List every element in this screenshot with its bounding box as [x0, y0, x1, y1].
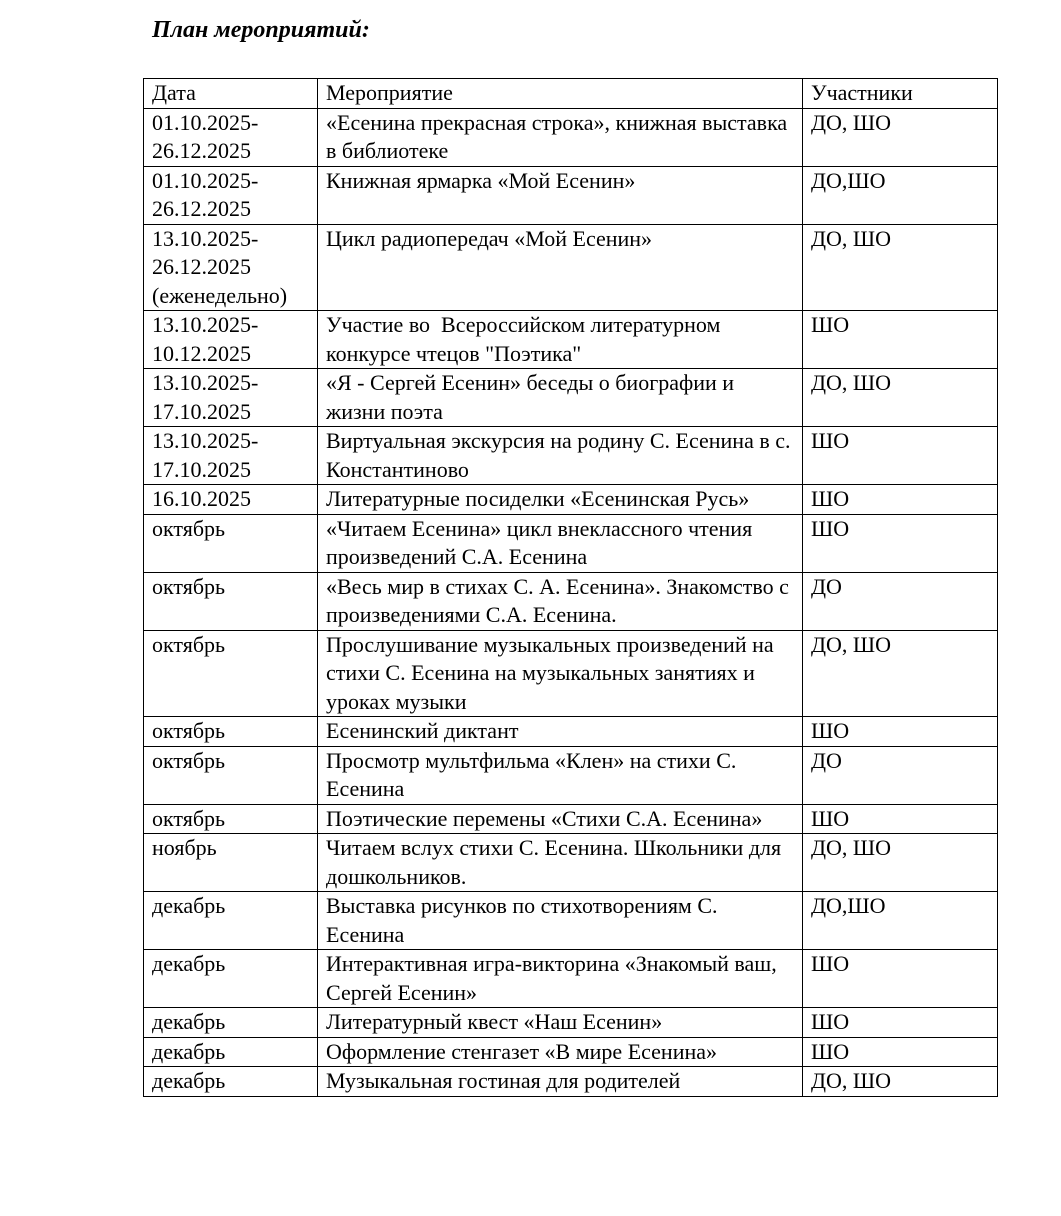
table-row [144, 746, 998, 804]
table-row [144, 514, 998, 572]
date-cell: 13.10.2025-17.10.2025 [144, 369, 318, 427]
table-row [144, 485, 998, 515]
participants-cell: ШО [803, 717, 998, 747]
participants-cell: ШО [803, 427, 998, 485]
participants-cell: ШО [803, 1008, 998, 1038]
table-row [144, 834, 998, 892]
table-row [144, 892, 998, 950]
date-cell: декабрь [144, 892, 318, 950]
event-cell: Оформление стенгазет «В мире Есенина» [318, 1037, 803, 1067]
date-cell: 16.10.2025 [144, 485, 318, 515]
event-cell: Интерактивная игра-викторина «Знакомый ваш, Сергей Есенин» [318, 950, 803, 1008]
event-cell: Поэтические перемены «Стихи С.А. Есенина» [318, 804, 803, 834]
participants-cell: ШО [803, 1037, 998, 1067]
event-cell: Книжная ярмарка «Мой Есенин» [318, 166, 803, 224]
table-row [144, 1037, 998, 1067]
participants-cell: ДО,ШО [803, 892, 998, 950]
date-cell: октябрь [144, 804, 318, 834]
table-row [144, 108, 998, 166]
date-cell: октябрь [144, 746, 318, 804]
event-cell: Цикл радиопередач «Мой Есенин» [318, 224, 803, 311]
event-cell: Просмотр мультфильма «Клен» на стихи С. Есенина [318, 746, 803, 804]
participants-cell: ДО, ШО [803, 224, 998, 311]
date-cell: октябрь [144, 514, 318, 572]
header-participants: Участники [803, 79, 998, 109]
table-row [144, 369, 998, 427]
table-row [144, 224, 998, 311]
event-cell: Виртуальная экскурсия на родину С. Есенина в с. Константиново [318, 427, 803, 485]
date-cell: 01.10.2025-26.12.2025 [144, 108, 318, 166]
participants-cell: ДО [803, 572, 998, 630]
date-cell: октябрь [144, 630, 318, 717]
participants-cell: ШО [803, 514, 998, 572]
participants-cell: ШО [803, 804, 998, 834]
event-cell: Есенинский диктант [318, 717, 803, 747]
table-row [144, 804, 998, 834]
table-row [144, 572, 998, 630]
event-cell: Выставка рисунков по стихотворениям С. Есенина [318, 892, 803, 950]
date-cell: ноябрь [144, 834, 318, 892]
table-row [144, 166, 998, 224]
header-event: Мероприятие [318, 79, 803, 109]
event-cell: Прослушивание музыкальных произведений на стихи С. Есенина на музыкальных занятиях и уроках музыки [318, 630, 803, 717]
participants-cell: ДО, ШО [803, 369, 998, 427]
table-row [144, 1067, 998, 1097]
table-row [144, 717, 998, 747]
date-cell: декабрь [144, 1008, 318, 1038]
participants-cell: ДО, ШО [803, 834, 998, 892]
event-cell: «Есенина прекрасная строка», книжная выставка в библиотеке [318, 108, 803, 166]
table-row [144, 630, 998, 717]
date-cell: октябрь [144, 717, 318, 747]
event-cell: «Я - Сергей Есенин» беседы о биографии и жизни поэта [318, 369, 803, 427]
date-cell: 13.10.2025-17.10.2025 [144, 427, 318, 485]
participants-cell: ШО [803, 485, 998, 515]
date-cell: декабрь [144, 950, 318, 1008]
header-date: Дата [144, 79, 318, 109]
event-cell: Литературные посиделки «Есенинская Русь» [318, 485, 803, 515]
event-cell: Литературный квест «Наш Есенин» [318, 1008, 803, 1038]
event-cell: Читаем вслух стихи С. Есенина. Школьники для дошкольников. [318, 834, 803, 892]
table-row [144, 950, 998, 1008]
table-row [144, 1008, 998, 1038]
participants-cell: ДО,ШО [803, 166, 998, 224]
events-table [143, 78, 998, 1097]
date-cell: октябрь [144, 572, 318, 630]
event-cell: «Весь мир в стихах С. А. Есенина». Знакомство с произведениями С.А. Есенина. [318, 572, 803, 630]
participants-cell: ШО [803, 311, 998, 369]
event-cell: «Читаем Есенина» цикл внеклассного чтения произведений С.А. Есенина [318, 514, 803, 572]
table-row [144, 311, 998, 369]
date-cell: 01.10.2025-26.12.2025 [144, 166, 318, 224]
table-row [144, 427, 998, 485]
date-cell: 13.10.2025-10.12.2025 [144, 311, 318, 369]
participants-cell: ДО, ШО [803, 108, 998, 166]
event-cell: Музыкальная гостиная для родителей [318, 1067, 803, 1097]
participants-cell: ДО [803, 746, 998, 804]
date-cell: декабрь [144, 1067, 318, 1097]
date-cell: 13.10.2025-26.12.2025 (еженедельно) [144, 224, 318, 311]
event-cell: Участие во Всероссийском литературном конкурсе чтецов "Поэтика" [318, 311, 803, 369]
table-header-row [144, 79, 998, 109]
participants-cell: ШО [803, 950, 998, 1008]
date-cell: декабрь [144, 1037, 318, 1067]
participants-cell: ДО, ШО [803, 630, 998, 717]
participants-cell: ДО, ШО [803, 1067, 998, 1097]
page-title: План мероприятий: [152, 17, 370, 43]
